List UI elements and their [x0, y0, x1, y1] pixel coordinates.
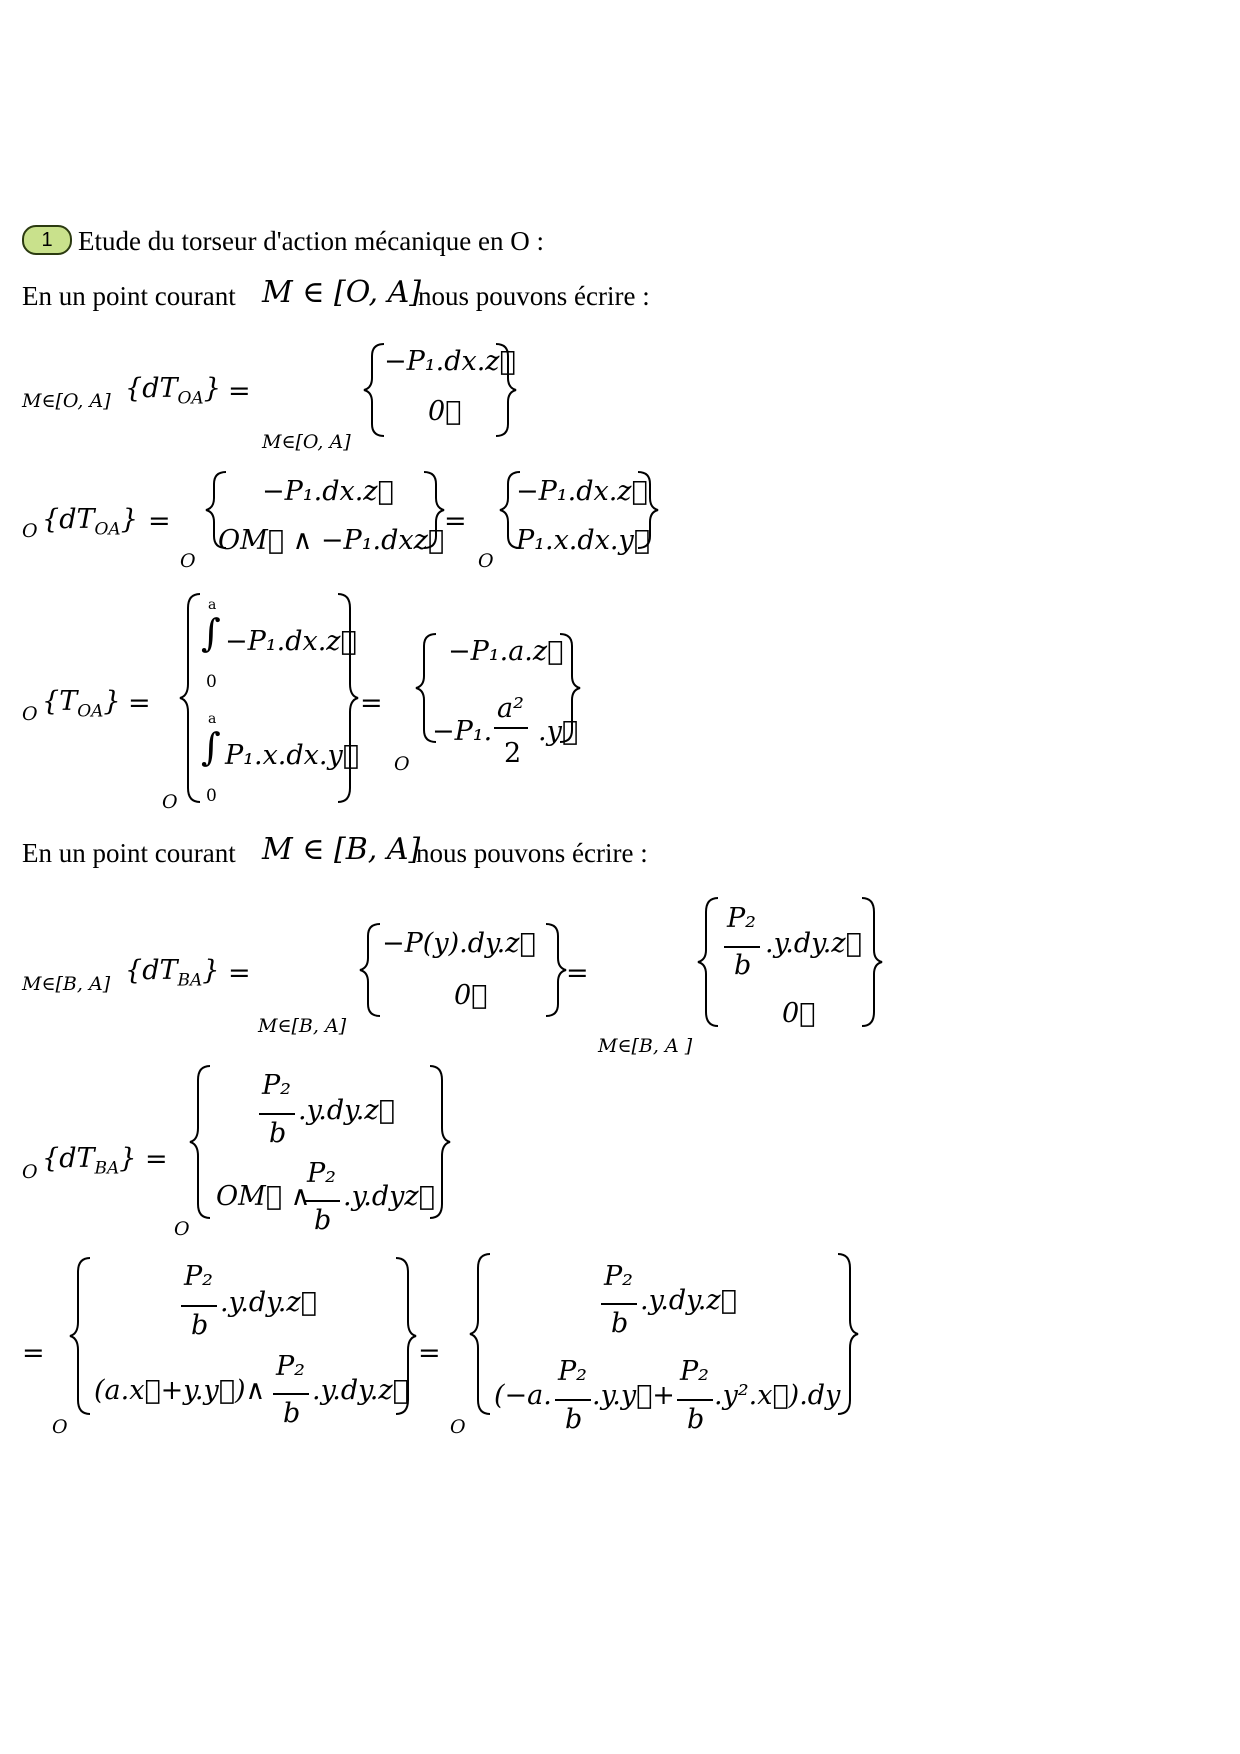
eq3-lhs: $\{T_{OA}\}$: [42, 686, 121, 722]
eq3-bot2-right: .y⃗: [538, 716, 579, 747]
eq3-int2-upper: a: [208, 711, 217, 727]
eq1-open-brace: [364, 344, 384, 436]
eq3-bot2-num: a²: [497, 693, 524, 724]
eq5-bot-den: b: [314, 1205, 332, 1236]
eq2-point: O: [22, 520, 38, 542]
eq2-bot1: OM⃗ ∧ −P₁.dxz⃗: [218, 525, 445, 556]
section-heading: Etude du torseur d'action mécanique en O :: [78, 226, 544, 256]
eq3-equals-1: =: [128, 688, 151, 719]
eq5-equals: =: [145, 1144, 168, 1175]
eq2-lhs: $\{dT_{OA}\}$: [42, 504, 138, 540]
eq6-a-bot-den: b: [283, 1398, 301, 1429]
eq6-a-top-num: P₂: [184, 1261, 213, 1292]
eq6-close-brace-b: [838, 1254, 858, 1414]
eq4-point: M∈[B, A]: [22, 973, 111, 995]
line1-prefix: En un point courant: [22, 281, 236, 311]
line2-suffix: nous pouvons écrire :: [416, 838, 648, 868]
eq6-equals-1: =: [22, 1338, 45, 1369]
eq4-frac-den: b: [734, 950, 752, 981]
line1-math: M ∈ [O, A]: [262, 275, 421, 310]
eq1-close-brace: [496, 344, 516, 436]
eq1-point: M∈[O, A]: [22, 390, 111, 412]
eq2-equals-1: =: [148, 506, 171, 537]
eq3-int2-lower: 0: [206, 786, 217, 806]
eq5-top-den: b: [269, 1118, 287, 1149]
eq4-close-brace-1: [546, 924, 566, 1016]
eq5-bot-num: P₂: [307, 1158, 336, 1189]
eq3-bot2-left: −P₁.: [432, 716, 493, 747]
eq6-b-top-rest: .y.dy.z⃗: [640, 1285, 737, 1316]
eq4-equals-2: =: [566, 958, 589, 989]
eq4-open-brace-2: [698, 898, 718, 1026]
eq4-close-brace-2: [862, 898, 882, 1026]
eq6-a-bot-num: P₂: [276, 1351, 305, 1382]
eq3-equals-2: =: [360, 688, 383, 719]
eq1-equals: =: [228, 376, 251, 407]
eq5-point-b: O: [174, 1218, 190, 1240]
eq6-b-top-den: b: [611, 1308, 629, 1339]
eq3-point-c: O: [394, 753, 410, 775]
eq6-a-bot-rest: .y.dy.z⃗: [312, 1375, 409, 1406]
eq4-top1: −P(y).dy.z⃗: [382, 928, 536, 959]
eq6-close-brace-a: [396, 1258, 416, 1414]
eq5-open-brace: [190, 1066, 210, 1218]
eq6-equals-2: =: [418, 1338, 441, 1369]
eq2-top1: −P₁.dx.z⃗: [262, 476, 394, 507]
eq2-close-brace-1: [424, 472, 444, 548]
eq6-a-bot-left: (a.x⃗+y.y⃗)∧: [94, 1375, 266, 1406]
eq4-res-point-1: M∈[B, A]: [258, 1015, 347, 1037]
eq2-bot2: P₁.x.dx.y⃗: [516, 525, 650, 556]
eq6-b-bot-mid: .y.y⃗+: [592, 1380, 675, 1411]
eq5-top-rest: .y.dy.z⃗: [298, 1095, 395, 1126]
eq6-a-top-den: b: [191, 1310, 209, 1341]
eq3-bot2-den: 2: [504, 738, 522, 769]
eq6-open-brace-b: [470, 1254, 490, 1414]
eq2-open-brace-1: [206, 472, 226, 548]
eq1-bottom: 0⃗: [428, 396, 462, 427]
integral-sign-2: ∫: [201, 725, 221, 769]
eq4-equals-1: =: [228, 958, 251, 989]
eq5-bot-rest: .y.dyz⃗: [343, 1181, 435, 1212]
eq4-lhs: $\{dT_{BA}\}$: [125, 955, 220, 991]
eq6-point-a: O: [52, 1416, 68, 1438]
eq3-open-brace-1: [180, 594, 200, 802]
eq4-bot2: 0⃗: [782, 998, 816, 1029]
eq6-b-bot-num1: P₂: [558, 1356, 587, 1387]
eq5-close-brace: [430, 1066, 450, 1218]
eq6-a-top-rest: .y.dy.z⃗: [220, 1287, 317, 1318]
eq1-top: −P₁.dx.z⃗: [384, 346, 516, 377]
eq6-b-bot-den2: b: [687, 1404, 705, 1435]
eq4-res-point-2: M∈[B, A ]: [598, 1035, 693, 1057]
eq6-b-bot-num2: P₂: [680, 1356, 709, 1387]
eq5-bot-left: OM⃗ ∧: [216, 1181, 311, 1212]
eq6-b-bot-left: (−a.: [494, 1380, 552, 1411]
eq3-bot1: P₁.x.dx.y⃗: [225, 740, 359, 771]
eq5-lhs: $\{dT_{BA}\}$: [42, 1143, 137, 1179]
eq4-bot1: 0⃗: [454, 980, 488, 1011]
eq2-close-brace-2: [638, 472, 658, 548]
eq6-b-bot-den1: b: [565, 1404, 583, 1435]
eq1-lhs: $\{dT_{OA}\}$: [125, 373, 221, 409]
eq2-point-b: O: [180, 550, 196, 572]
eq3-top2: −P₁.a.z⃗: [448, 636, 564, 667]
eq6-b-bot-rest: .y².x⃗).dy: [714, 1380, 841, 1411]
eq6-point-b: O: [450, 1416, 466, 1438]
eq3-int1-upper: a: [208, 597, 217, 613]
eq3-int1-lower: 0: [206, 672, 217, 692]
integral-sign-1: ∫: [201, 611, 221, 655]
eq3-open-brace-2: [416, 634, 436, 742]
eq2-point-c: O: [478, 550, 494, 572]
line2-prefix: En un point courant: [22, 838, 236, 868]
eq2-equals-2: =: [444, 506, 467, 537]
eq6-open-brace-a: [70, 1258, 90, 1414]
eq5-point: O: [22, 1161, 38, 1183]
eq4-top2: .y.dy.z⃗: [765, 928, 862, 959]
eq3-top1: −P₁.dx.z⃗: [225, 626, 357, 657]
eq3-close-brace-1: [338, 594, 358, 802]
line1-suffix: nous pouvons écrire :: [418, 281, 650, 311]
eq3-point: O: [22, 703, 38, 725]
eq5-top-num: P₂: [262, 1070, 291, 1101]
eq6-b-top-num: P₂: [604, 1261, 633, 1292]
eq3-close-brace-2: [560, 634, 580, 742]
eq2-open-brace-2: [500, 472, 520, 548]
line2-math: M ∈ [B, A]: [262, 832, 421, 867]
section-number-badge: 1: [22, 225, 72, 255]
eq2-top2: −P₁.dx.z⃗: [516, 476, 648, 507]
eq3-point-b: O: [162, 791, 178, 813]
eq1-res-point: M∈[O, A]: [262, 431, 351, 453]
eq4-open-brace-1: [360, 924, 380, 1016]
eq4-frac-num: P₂: [727, 903, 756, 934]
